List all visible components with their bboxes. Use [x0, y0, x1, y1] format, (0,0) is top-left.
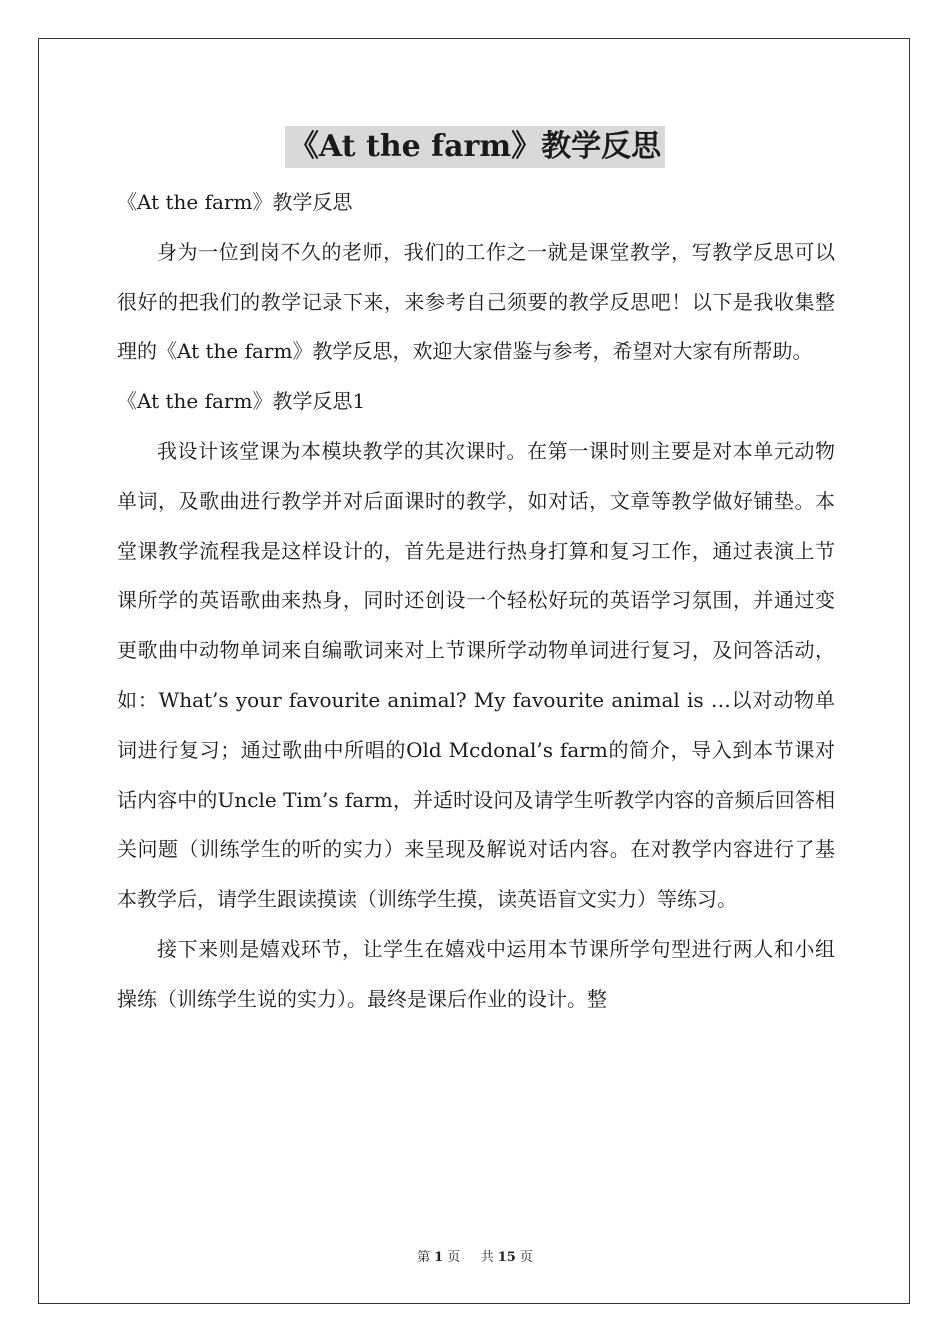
- page-suffix: 页: [447, 1250, 461, 1265]
- document-body: [117, 178, 835, 1025]
- page-number: 1: [434, 1250, 444, 1265]
- page-footer: [0, 1246, 950, 1265]
- paragraph-intro: 身为一位到岗不久的老师，我们的工作之一就是课堂教学，写教学反思可以很好的把我们的教学记录下来，来参考自己须要的教学反思吧！以下是我收集整理的《At the farm》教学反思，欢迎大家借鉴与参考，希望对大家有所帮助。: [117, 239, 835, 364]
- paragraph-body-1: 我设计该堂课为本模块教学的其次课时。在第一课时则主要是对本单元动物单词，及歌曲进行教学并对后面课时的教学，如对话，文章等教学做好铺垫。本堂课教学流程我是这样设计的，首先是进行热身打算和复习工作，通过表演上节课所学的英语歌曲来热身，同时还创设一个轻松好玩的英语学习氛围，并通过变更歌曲中动物单词来自编歌词来对上节课所学动物单词进行复习，及问答活动，如：What’s your favourite animal? My favourite animal is …以对动物单词进行复习；通过歌曲中所唱的Old Mcdonal’s farm的简介，导入到本节课对话内容中的Uncle Tim’s farm，并适时设问及请学生听教学内容的音频后回答相关问题（训练学生的听的实力）来呈现及解说对话内容。在对教学内容进行了基本教学后，请学生跟读摸读（训练学生摸，读英语盲文实力）等练习。: [117, 438, 835, 912]
- total-prefix: 共: [480, 1250, 494, 1265]
- total-pages: 15: [497, 1250, 516, 1265]
- page-prefix: 第: [417, 1250, 431, 1265]
- paragraph-body-2: 接下来则是嬉戏环节，让学生在嬉戏中运用本节课所学句型进行两人和小组操练（训练学生说的实力）。最终是课后作业的设计。整: [117, 936, 835, 1011]
- paragraph-subtitle: 《At the farm》教学反思: [117, 190, 353, 214]
- title-container: [0, 126, 950, 168]
- document-title: 《At the farm》教学反思: [285, 126, 665, 168]
- total-suffix: 页: [519, 1250, 533, 1265]
- section-heading-1: 《At the farm》教学反思1: [117, 389, 366, 414]
